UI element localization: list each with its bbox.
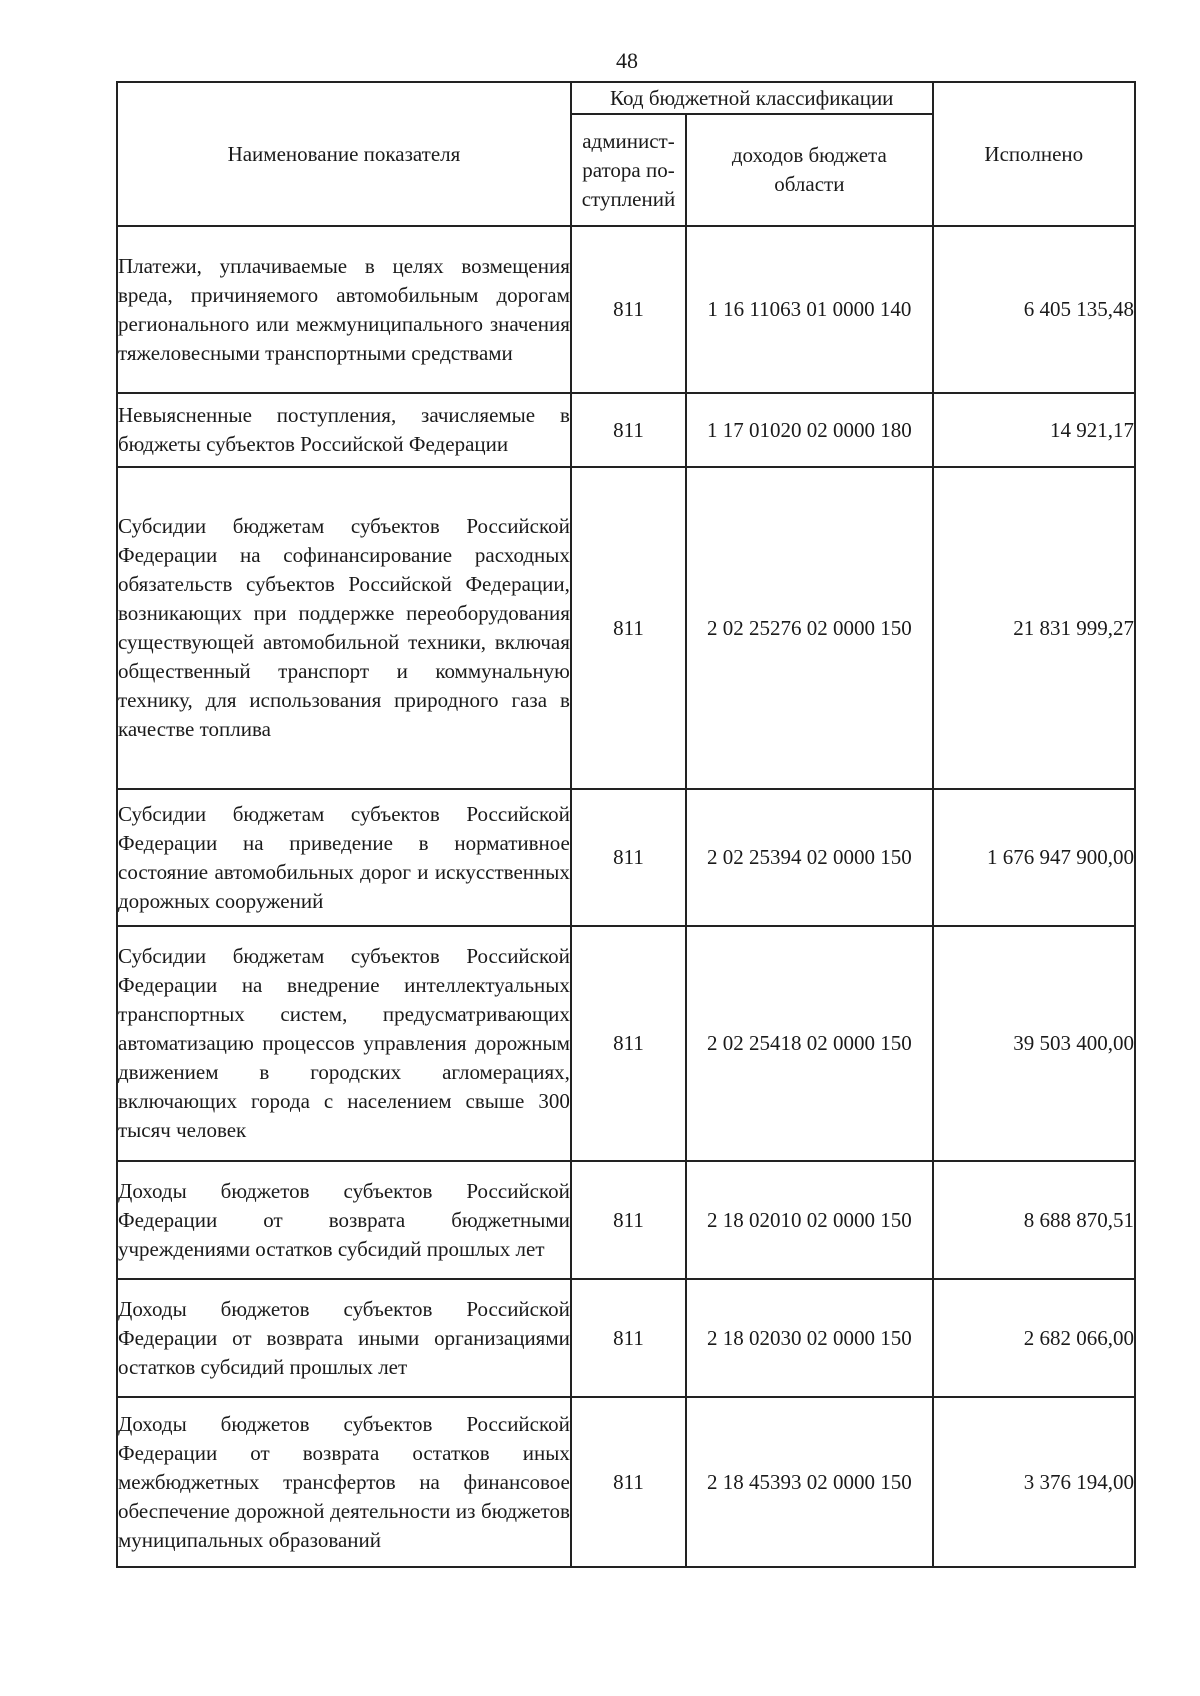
administrator-code: 811 — [571, 393, 686, 467]
executed-amount: 6 405 135,48 — [933, 226, 1135, 393]
indicator-name: Субсидии бюджетам субъектов Российской Федерации на внедрение интеллектуальных транспортных систем, предусматривающих автоматизацию процессов управления дорожным движением в городских агломерациях, включающих города с населением свыше 300 тысяч человек — [117, 926, 571, 1161]
indicator-name: Доходы бюджетов субъектов Российской Федерации от возврата остатков иных межбюджетных трансфертов на финансовое обеспечение дорожной деятельности из бюджетов муниципальных образований — [117, 1397, 571, 1567]
administrator-code: 811 — [571, 789, 686, 926]
budget-report-table — [116, 81, 1136, 1568]
table-body — [117, 226, 1135, 1567]
table-row — [117, 1161, 1135, 1279]
table-header — [117, 82, 1135, 226]
budget-classification-code: 2 18 02030 02 0000 150 — [686, 1279, 932, 1397]
budget-classification-code: 1 17 01020 02 0000 180 — [686, 393, 932, 467]
header-income-code: доходов бюджета области — [686, 114, 932, 226]
page-number: 48 — [616, 48, 638, 73]
administrator-code: 811 — [571, 1397, 686, 1567]
indicator-name: Доходы бюджетов субъектов Российской Федерации от возврата иными организациями остатков субсидий прошлых лет — [117, 1279, 571, 1397]
executed-amount: 1 676 947 900,00 — [933, 789, 1135, 926]
executed-amount: 14 921,17 — [933, 393, 1135, 467]
table-row — [117, 393, 1135, 467]
table-row — [117, 789, 1135, 926]
budget-classification-code: 2 02 25394 02 0000 150 — [686, 789, 932, 926]
indicator-name: Субсидии бюджетам субъектов Российской Федерации на приведение в нормативное состояние автомобильных дорог и искусственных дорожных сооружений — [117, 789, 571, 926]
header-classification-code: Код бюджетной классификации — [571, 82, 933, 114]
table-row — [117, 467, 1135, 789]
table-row — [117, 1397, 1135, 1567]
executed-amount: 21 831 999,27 — [933, 467, 1135, 789]
indicator-name: Невыясненные поступления, зачисляемые в бюджеты субъектов Российской Федерации — [117, 393, 571, 467]
header-indicator-name: Наименование показателя — [117, 82, 571, 226]
header-administrator: админист- ратора по- ступлений — [571, 114, 686, 226]
table-row — [117, 1279, 1135, 1397]
budget-classification-code: 1 16 11063 01 0000 140 — [686, 226, 932, 393]
administrator-code: 811 — [571, 1279, 686, 1397]
executed-amount: 39 503 400,00 — [933, 926, 1135, 1161]
table-row — [117, 926, 1135, 1161]
indicator-name: Платежи, уплачиваемые в целях возмещения вреда, причиняемого автомобильным дорогам регионального или межмуниципального значения тяжеловесными транспортными средствами — [117, 226, 571, 393]
indicator-name: Субсидии бюджетам субъектов Российской Федерации на софинансирование расходных обязательств субъектов Российской Федерации, возникающих при поддержке переоборудования существующей автомобильной техники, включая общественный транспорт и коммунальную технику, для использования природного газа в качестве топлива — [117, 467, 571, 789]
administrator-code: 811 — [571, 926, 686, 1161]
budget-classification-code: 2 02 25276 02 0000 150 — [686, 467, 932, 789]
header-executed: Исполнено — [933, 82, 1135, 226]
table-row — [117, 226, 1135, 393]
executed-amount: 2 682 066,00 — [933, 1279, 1135, 1397]
administrator-code: 811 — [571, 226, 686, 393]
indicator-name: Доходы бюджетов субъектов Российской Федерации от возврата бюджетными учреждениями остатков субсидий прошлых лет — [117, 1161, 571, 1279]
budget-classification-code: 2 18 45393 02 0000 150 — [686, 1397, 932, 1567]
administrator-code: 811 — [571, 1161, 686, 1279]
header-row — [117, 82, 1135, 114]
budget-classification-code: 2 18 02010 02 0000 150 — [686, 1161, 932, 1279]
executed-amount: 8 688 870,51 — [933, 1161, 1135, 1279]
administrator-code: 811 — [571, 467, 686, 789]
budget-classification-code: 2 02 25418 02 0000 150 — [686, 926, 932, 1161]
executed-amount: 3 376 194,00 — [933, 1397, 1135, 1567]
